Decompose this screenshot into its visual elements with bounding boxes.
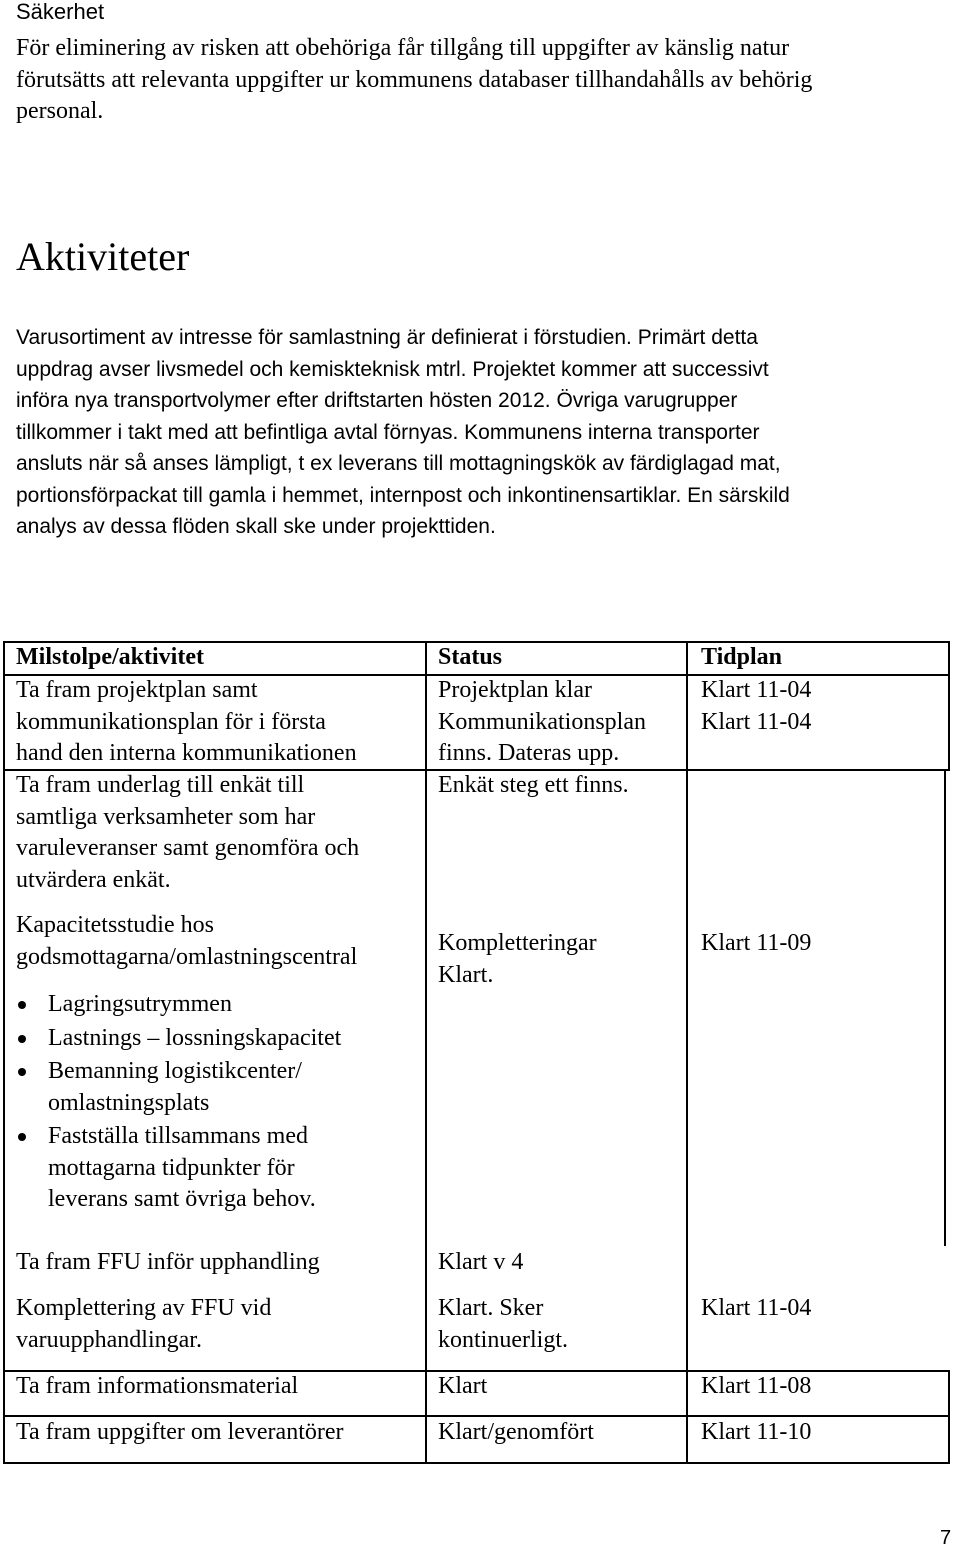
cell-text: Klart.: [438, 961, 494, 988]
cell-text: Ta fram underlag till enkät till: [16, 772, 305, 798]
cell-text: Ta fram projektplan samt: [16, 677, 258, 703]
bullet-icon: [18, 1133, 26, 1141]
status-cell: [438, 1293, 568, 1356]
cell-text: varuleveranser samt genomföra och: [16, 835, 360, 861]
section-heading-activities: Aktiviteter: [16, 234, 190, 279]
text-line: För eliminering av risken att obehöriga får tillgång till uppgifter av känslig natur: [16, 35, 790, 61]
cell-text: utvärdera enkät.: [16, 866, 171, 893]
cell-text: kontinuerligt.: [438, 1326, 568, 1353]
cell-text: Kompletteringar: [438, 930, 597, 956]
col-border: [948, 641, 950, 771]
cell-text: Projektplan klar: [438, 677, 592, 703]
bullet-icon: [18, 1001, 26, 1009]
list-item: Fastställa tillsammans med mottagarna tidpunkter för leverans samt övriga behov.: [16, 1121, 341, 1216]
section-heading-security: Säkerhet: [16, 0, 105, 24]
text-line: Varusortiment av intresse för samlastning är definierat i förstudien. Primärt detta: [16, 326, 758, 349]
cell-text: Klart 11-04: [701, 1295, 812, 1321]
cell-text: Klart 11-04: [701, 708, 812, 735]
cell-text: Komplettering av FFU vid: [16, 1295, 272, 1321]
status-cell: Klart/genomfört: [438, 1419, 594, 1445]
table-border-bottom: [4, 1462, 950, 1464]
text-line: införa nya transportvolymer efter driftstarten hösten 2012. Övriga varugrupper: [16, 389, 738, 412]
col-border: [948, 1370, 950, 1464]
text-line: uppdrag avser livsmedel och kemiskteknisk mtrl. Projektet kommer att successivt: [16, 357, 769, 381]
bullet-icon: [18, 1068, 26, 1076]
cell-text: Kapacitetsstudie hos: [16, 912, 214, 938]
table-row: [16, 1293, 271, 1356]
col-border: [944, 771, 946, 1246]
cell-text: kommunikationsplan för i första: [16, 708, 326, 735]
table-header-status: Status: [438, 644, 503, 670]
text-line: analys av dessa flöden skall ske under projekttiden.: [16, 515, 496, 538]
cell-text: Klart 11-09: [701, 930, 812, 956]
cell-text: Kommunikationsplan: [438, 708, 646, 735]
text-line: ansluts när så anses lämpligt, t ex leverans till mottagningskök av färdiglagad mat,: [16, 452, 781, 475]
table-row: [16, 1247, 320, 1279]
table-row: [16, 910, 357, 973]
security-paragraph: [16, 33, 812, 128]
text-line: portionsförpackat till gamla i hemmet, internpost och inkontinensartiklar. En särskild: [16, 483, 790, 507]
cell-text: Klart. Sker: [438, 1295, 544, 1321]
cell-text: Klart 11-04: [701, 677, 812, 703]
table-header-activity: Milstolpe/aktivitet: [16, 644, 204, 670]
bullet-list: [16, 989, 341, 1216]
table-row: [16, 675, 357, 770]
cell-text: finns. Dateras upp.: [438, 740, 620, 766]
bullet-icon: [18, 1035, 26, 1043]
table-header-schedule: Tidplan: [701, 644, 782, 670]
col-border: [425, 641, 427, 1464]
cell-text: godsmottagarna/omlastningscentral: [16, 943, 358, 970]
cell-text: hand den interna kommunikationen: [16, 740, 357, 766]
schedule-cell: Klart 11-08: [701, 1373, 812, 1399]
cell-text: Klart v 4: [438, 1249, 524, 1275]
status-cell: [438, 675, 646, 770]
table-row: [16, 770, 359, 896]
text-line: tillkommer i takt med att befintliga avtal förnyas. Kommunens interna transporter: [16, 420, 760, 444]
schedule-cell: Klart 11-10: [701, 1419, 812, 1445]
text-line: förutsätts att relevanta uppgifter ur kommunens databaser tillhandahålls av behörig: [16, 66, 813, 93]
text-line: personal.: [16, 98, 104, 124]
status-cell: [438, 928, 597, 991]
list-item: Bemanning logistikcenter/ omlastningsplats: [16, 1056, 341, 1119]
cell-text: samtliga verksamheter som har: [16, 803, 316, 830]
col-border: [686, 641, 688, 1464]
page-number: 7: [940, 1527, 952, 1549]
status-cell: [438, 1247, 523, 1279]
cell-text: Ta fram FFU inför upphandling: [16, 1249, 320, 1275]
activities-paragraph: [16, 322, 790, 543]
cell-text: Ta fram informationsmaterial: [16, 1373, 299, 1399]
cell-text: Enkät steg ett finns.: [438, 772, 629, 798]
cell-text: varuupphandlingar.: [16, 1326, 202, 1353]
list-item: Lastnings – lossningskapacitet: [16, 1023, 341, 1055]
status-cell: [438, 770, 629, 802]
schedule-cell: [701, 1293, 811, 1325]
list-item: Lagringsutrymmen: [16, 989, 341, 1021]
status-cell: Klart: [438, 1373, 488, 1399]
col-border: [3, 641, 5, 1464]
schedule-cell: [701, 928, 811, 960]
cell-text: Ta fram uppgifter om leverantörer: [16, 1419, 344, 1445]
schedule-cell: [701, 675, 811, 738]
